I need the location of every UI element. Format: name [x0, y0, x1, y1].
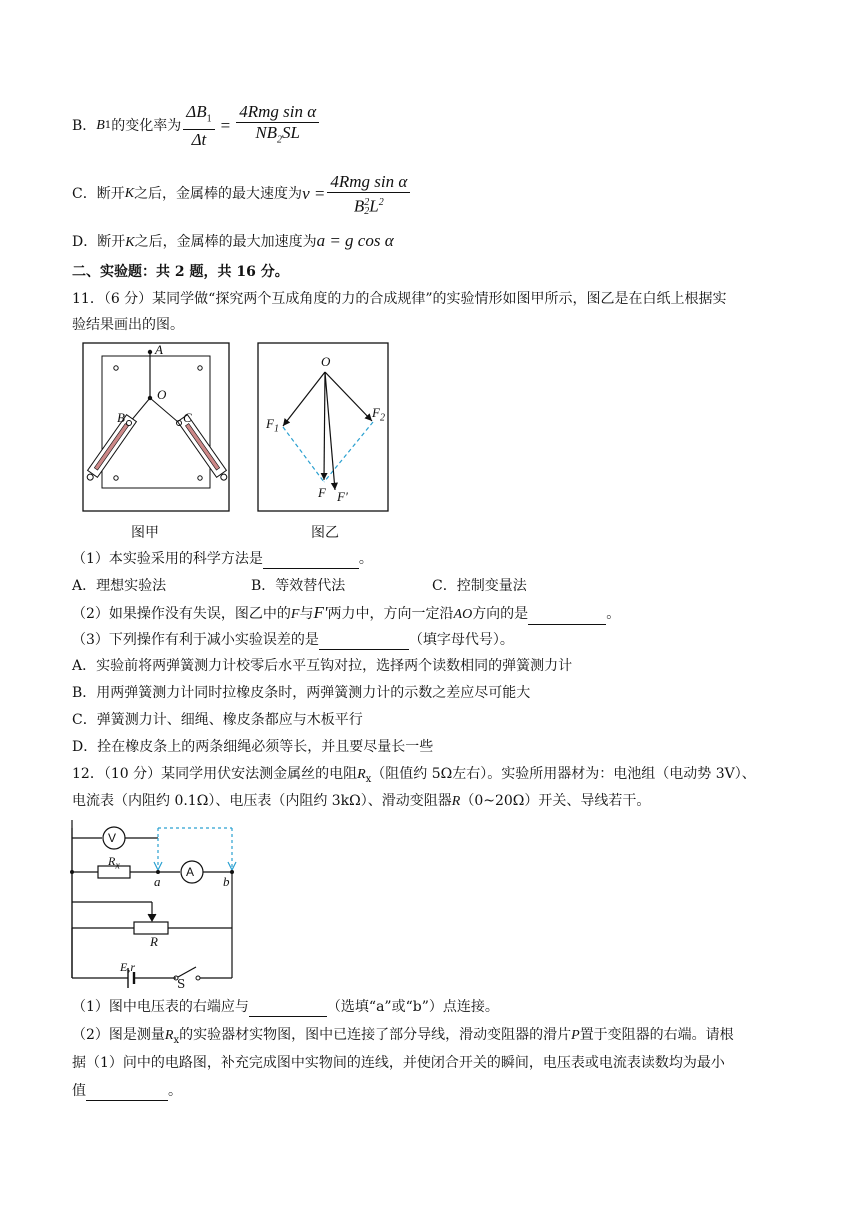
answer-blank[interactable]: [263, 554, 359, 569]
q12-stem-line2: 电流表（内阻约 0.1Ω）、电压表（内阻约 3kΩ）、滑动变阻器R（0~20Ω）开关、导线若干。: [72, 793, 651, 809]
q12-part1: （1）图中电压表的右端应与 （选填“a”或“b”）点连接。: [72, 999, 499, 1015]
fig-yi-label-f2: $F_2$: [372, 405, 385, 424]
q11-opt3-c: C．弹簧测力计、细绳、橡皮条都应与木板平行: [72, 712, 363, 728]
answer-blank[interactable]: [249, 1002, 327, 1017]
fig-yi-label-fprime: F′: [337, 489, 348, 504]
q11-part2: （2）如果操作没有失误，图乙中的F与F'两力中，方向一定沿AO方向的是 。: [72, 603, 620, 625]
circuit-rx-label: $R_x$: [108, 854, 120, 872]
circuit-voltmeter-label: V: [108, 831, 117, 845]
q11-opt1-a: A．理想实验法: [72, 578, 167, 594]
fig-yi-label-f: F: [318, 485, 326, 500]
q11-part1: （1）本实验采用的科学方法是 。: [72, 551, 373, 567]
circuit-point-b: b: [223, 874, 230, 889]
answer-blank[interactable]: [86, 1086, 168, 1101]
option-d: D．断开K之后，金属棒的最大加速度为a = g cos α: [72, 231, 394, 250]
fig-yi-label-f1: $F_1$: [266, 416, 279, 435]
q11-opt3-a: A．实验前将两弹簧测力计校零后水平互钩对拉，选择两个读数相同的弹簧测力计: [72, 658, 573, 674]
circuit-battery-label: E,r: [120, 960, 135, 974]
q12-stem-line1: 12．（10 分）某同学用伏安法测金属丝的电阻$R_x$（阻值约 5Ω左右）。实验所用器材为：电池组（电动势 3V）、: [72, 766, 756, 785]
circuit-ammeter-label: A: [186, 865, 195, 879]
figure-jia: [82, 342, 230, 512]
fig-jia-label-o: O: [157, 387, 167, 402]
option-c: C．断开 K 之后，金属棒的最大速度为 v = 4Rmg sin α B 2 2 $L^2$: [72, 172, 412, 216]
fig-jia-label-b: B: [117, 410, 125, 425]
circuit-switch-label: S: [177, 977, 186, 991]
q11-opt1-c: C．控制变量法: [432, 578, 527, 594]
q11-part3: （3）下列操作有利于减小实验误差的是 （填字母代号）。: [72, 632, 514, 648]
circuit-rheostat-label: R: [150, 934, 158, 949]
fraction-rate: $\frac{\text{4Rmg sin α}}{NB_2SL}$: [236, 102, 319, 150]
section-title: 二、实验题：共 2 题，共 16 分。: [72, 264, 289, 280]
q11-opt3-b: B．用两弹簧测力计同时拉橡皮条时，两弹簧测力计的示数之差应尽可能大: [72, 685, 531, 701]
q12-part2-line2: 据（1）问中的电路图，补充完成图中实物间的连线，并使闭合开关的瞬间，电压表或电流表读数均为最小: [72, 1055, 725, 1071]
fig-jia-label-c: C: [183, 410, 192, 425]
circuit-diagram: [68, 820, 240, 986]
fig-yi-caption: 图乙: [311, 525, 339, 541]
q11-stem-line1: 11．（6 分）某同学做“探究两个互成角度的力的合成规律”的实验情形如图甲所示，图乙是在白纸上根据实: [72, 291, 727, 307]
q11-stem-line2: 验结果画出的图。: [72, 317, 184, 333]
q11-opt1-b: B．等效替代法: [251, 578, 346, 594]
fig-jia-caption: 图甲: [131, 525, 159, 541]
q12-part2-line1: （2）图是测量$R_x$的实验器材实物图，图中已连接了部分导线，滑动变阻器的滑片P置于变阻器的右端。请根: [72, 1027, 734, 1046]
option-b: B． B 1 的变化率为 $\frac{\Delta B_1}{\Delta t}$ = $\frac{\text{4Rmg sin α}}{NB_2SL}$: [72, 106, 321, 146]
fig-yi-label-o: O: [321, 354, 331, 369]
circuit-point-a: a: [154, 874, 161, 889]
fig-jia-label-a: A: [155, 342, 163, 357]
q11-opt3-d: D．拴在橡皮条上的两条细绳必须等长，并且要尽量长一些: [72, 739, 434, 755]
q12-part2-line3: 值 。: [72, 1083, 182, 1099]
answer-blank[interactable]: [528, 610, 606, 625]
fraction-delta-b: $\frac{\Delta B_1}{\Delta t}$: [183, 102, 214, 150]
answer-blank[interactable]: [319, 635, 409, 650]
fraction-velocity: 4Rmg sin α B 2 2 $L^2$: [327, 172, 410, 217]
